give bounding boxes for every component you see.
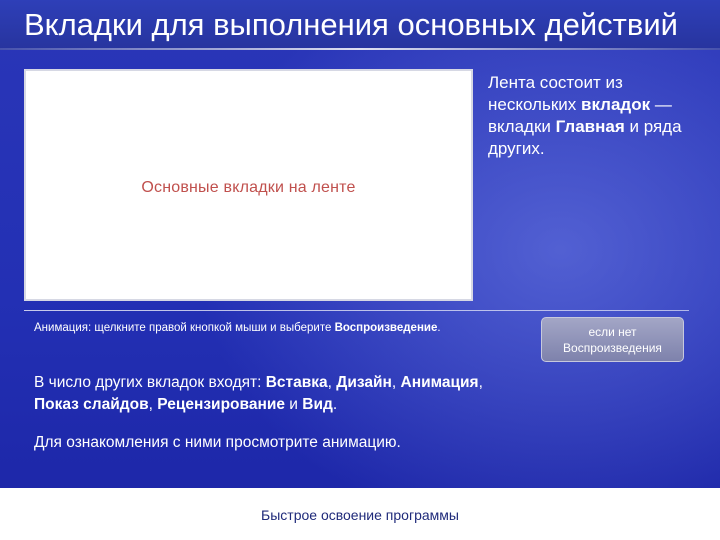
play-fallback-line2: Воспроизведения — [563, 340, 662, 355]
body-sep: , — [148, 396, 158, 413]
animation-note-bold: Воспроизведение — [334, 322, 438, 334]
body-sep: , — [478, 374, 483, 391]
body-paragraph-2: Для ознакомления с ними просмотрите анимацию. — [34, 434, 401, 451]
slide-title: Вкладки для выполнения основных действий — [24, 7, 678, 42]
body-paragraph — [34, 372, 614, 416]
side-description — [488, 72, 703, 160]
footer — [0, 488, 720, 540]
tab-name-review: Рецензирование — [157, 396, 285, 413]
animation-note — [34, 322, 441, 334]
animation-note-text: Анимация: щелкните правой кнопкой мыши и выберите — [34, 322, 335, 334]
tab-name-slideshow: Показ слайдов — [34, 396, 149, 413]
tab-name-design: Дизайн — [336, 374, 392, 391]
section-divider — [24, 310, 689, 311]
tab-name-animation: Анимация — [400, 374, 479, 391]
play-fallback-line1: если нет — [588, 324, 637, 339]
body-sep: , — [391, 374, 401, 391]
tab-name-insert: Вставка — [265, 374, 328, 391]
side-text-part: и ряда других. — [488, 117, 682, 158]
side-text-bold-tabs: вкладок — [581, 95, 651, 114]
body-text: В число других вкладок входят: — [34, 374, 266, 391]
play-fallback-button[interactable] — [541, 317, 684, 362]
body-sep: , — [327, 374, 337, 391]
side-text-bold-home: Главная — [555, 117, 625, 136]
title-bar — [0, 0, 720, 50]
animation-frame[interactable] — [24, 69, 473, 301]
body-sep: и — [284, 396, 303, 413]
tab-name-view: Вид — [302, 396, 333, 413]
title-underline — [0, 48, 720, 50]
side-text-part: — вкладки — [488, 95, 672, 136]
footer-text: Быстрое освоение программы — [261, 507, 459, 523]
animation-caption: Основные вкладки на ленте — [141, 179, 356, 196]
body-end: . — [332, 396, 338, 413]
side-text-part: Лента состоит из нескольких — [488, 73, 623, 114]
animation-note-suffix: . — [437, 322, 441, 334]
